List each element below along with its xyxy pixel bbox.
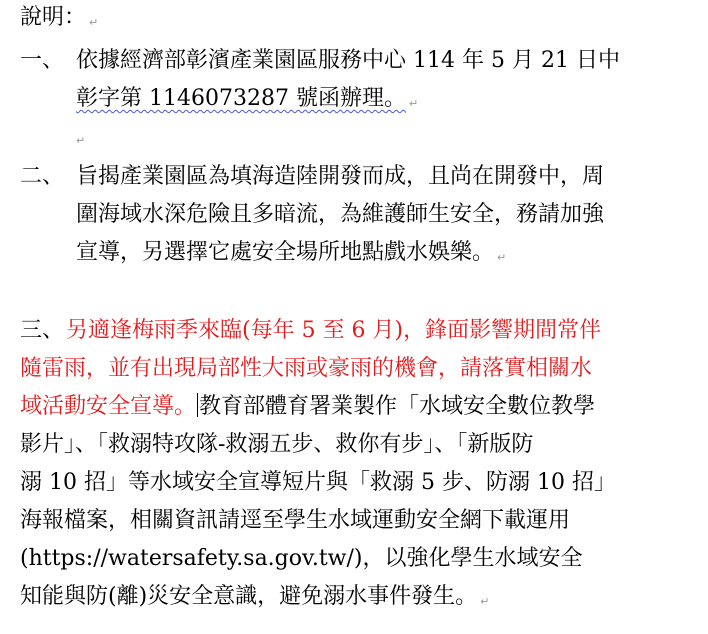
item-3-line-8-text: 知能與防(離)災安全意識，避免溺水事件發生。 [20,584,478,609]
item-3-red-line-1: 另適逢梅雨季來臨(每年 5 至 6 月)，鋒面影響期間常伴 [66,318,602,343]
paragraph-mark-icon: ↵ [480,595,490,608]
item-1-line-2 [76,84,418,114]
item-3-black-line-3: 教育部體育署業製作「水域安全數位教學 [199,394,596,419]
item-3-line-4-text: 影片」、「救溺特攻隊-救溺五步、救你有步」、「新版防 [20,432,534,457]
heading-text: 說明： [20,5,87,30]
paragraph-mark-icon: ↵ [76,134,86,147]
item-3-line-7-text: (https://watersafety.sa.gov.tw/)，以強化學生水域安全 [20,546,583,571]
item-3-line-7 [20,544,582,574]
text-cursor [197,393,198,417]
item-2-line-3 [76,238,506,268]
section-heading [20,3,98,33]
item-3-line-6-text: 海報檔案，相關資訊請逕至學生水域運動安全網下載運用 [20,508,571,533]
item-1-line-1-text: 依據經濟部彰濱產業園區服務中心 114 年 5 月 21 日中 [76,48,620,73]
paragraph-mark-icon: ↵ [408,97,419,110]
item-2-line-1-text: 旨揭產業園區為填海造陸開發而成，且尚在開發中，周 [76,164,605,189]
item-2-line-3-text: 宣導，另選擇它處安全場所地點戲水娛樂。 [76,240,495,265]
item-1-line-1 [76,46,620,76]
item-1-line-2-text: 彰字第 1146073287 號函辦理。 [76,86,406,111]
item-3-line-5 [20,468,616,498]
item-2-line-1 [76,162,604,192]
item-2-line-2-text: 圍海域水深危險且多暗流，為維護師生安全，務請加強 [76,202,605,227]
item-3-line-3 [20,392,595,422]
item-3-number: 三、 [20,318,65,343]
item-3-line-8 [20,582,489,612]
item-3-line-1 [66,316,601,346]
item-3-line-6 [20,506,570,536]
item-3-red-line-2: 隨雷雨，並有出現局部性大雨或豪雨的機會，請落實相關水 [20,356,593,381]
item-3-line-4 [20,430,533,460]
paragraph-mark-icon: ↵ [497,251,507,264]
item-2-line-2 [76,200,604,230]
item-3-line-2 [20,354,592,384]
item-1-number: 一、 [20,48,65,73]
item-2-number: 二、 [20,164,65,189]
item-3-red-line-3: 域活動安全宣導。 [20,394,197,419]
paragraph-mark-icon: ↵ [89,16,99,29]
item-3-line-5-text: 溺 10 招」等水域安全宣導短片與「救溺 5 步、防溺 10 招」 [20,470,616,495]
